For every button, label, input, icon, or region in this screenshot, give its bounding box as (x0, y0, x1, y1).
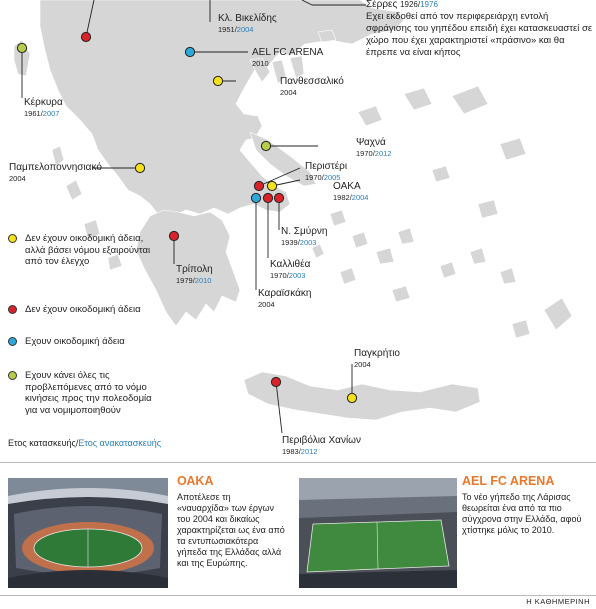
oaka-text: Αποτέλεσε τη «ναυαρχίδα» των έργων του 2004 και δικαίως χαρακτηρίζεται ως ένα από τα εντυπωσιακότερα γήπεδα της Ελλάδας αλλά και της Ευρώπης. (177, 492, 285, 568)
label-karaiskaki (258, 288, 311, 309)
stadium-year: 1983 (282, 447, 299, 456)
stadium-name: Καραϊσκάκη (258, 288, 312, 299)
divider-top (0, 462, 596, 463)
dot-psachna (261, 141, 270, 150)
stadium-name: Περιβόλια Χανίων (282, 435, 361, 446)
ael-text: Το νέο γήπεδο της Λάρισας θεωρείται ένα από τα πιο σύγχρονα στην Ελλάδα, αφού χτίστηκε μόλις το 2010. (462, 492, 582, 535)
stadium-name: Ψαχνά (356, 137, 386, 148)
dot-oaka (267, 181, 276, 190)
stadium-name: Πανθεσσαλικό (280, 76, 344, 87)
stadium-year: 2004 (280, 88, 297, 97)
stadium-name: Περιστέρι (305, 161, 348, 172)
label-perivolia: Περιβόλια Χανίων 1983/2012 (282, 435, 361, 456)
legend-item-green (8, 370, 158, 416)
stadium-rebuild-year: 2007 (42, 109, 60, 118)
dot-tripoli (169, 231, 178, 240)
label-pantessaliko (280, 76, 344, 97)
stadium-year: 1979 (176, 276, 193, 285)
legend-text: Εχουν κάνει όλες τις προβλεπόμενες από το νόμο κινήσεις προς την πολεοδομία για να νομιμοποιηθούν (25, 370, 152, 416)
legend-item-red (8, 304, 158, 316)
label-kallithea: Καλλιθέα 1970/2003 (270, 259, 311, 280)
stadium-rebuild-year: 2004 (351, 193, 369, 202)
stadium-rebuild-year: 2010 (194, 276, 212, 285)
years-legend (8, 438, 161, 448)
label-nsmyrni: Ν. Σμύρνη 1939/2003 (281, 226, 328, 247)
dot-kerkyra (17, 43, 26, 52)
stadium-name: Καλλιθέα (270, 259, 311, 270)
divider-bottom (0, 595, 596, 596)
label-kerkyra: Κέρκυρα 1961/2007 (24, 97, 63, 118)
stadium-year: 1970 (356, 149, 373, 158)
newspaper-credit: Η ΚΑΘΗΜΕΡΙΝΗ (526, 597, 590, 606)
stadium-name: Παμπελοποννησιακό (9, 162, 102, 173)
legend-item-yellow (8, 233, 158, 268)
years-rebuild-label: Ετος ανακατασκευής (78, 438, 162, 448)
label-peristeri: Περιστέρι 1970/2005 (305, 161, 348, 182)
stadium-rebuild-year: 2004 (236, 25, 254, 34)
dot-pampeloponnisiako (135, 163, 144, 172)
stadium-name: Τρίπολη (176, 264, 213, 275)
legend-item-blue (8, 336, 158, 348)
label-vikelidis: Κλ. Βικελίδης 1951/2004 (218, 13, 277, 34)
stadium-name: Παγκρήτιο (354, 348, 400, 359)
label-aelfc (252, 47, 323, 68)
years-build-label: Ετος κατασκευής/ (8, 438, 79, 448)
stadium-year: 2004 (354, 360, 371, 369)
dot-aelfc (185, 47, 194, 56)
dot-kallithea (263, 193, 272, 202)
stadium-rebuild-year: 2003 (299, 238, 317, 247)
legend-text: Δεν έχουν οικοδομική άδεια, αλλά βάσει νόμου εξαιρούνται από τον έλεγχο (25, 233, 151, 267)
label-tripoli: Τρίπολη 1979/2010 (176, 264, 213, 285)
label-oaka: ΟΑΚΑ 1982/2004 (333, 181, 369, 202)
ael-photo (299, 478, 457, 588)
oaka-photo (8, 478, 168, 588)
stadium-name: AEL FC ARENA (252, 47, 324, 58)
green-dot-icon (8, 371, 17, 380)
stadium-name: Κέρκυρα (24, 97, 63, 108)
oaka-title: ΟΑΚΑ (177, 474, 214, 488)
stadium-year: 1982 (333, 193, 350, 202)
stadium-year: 1951 (218, 25, 235, 34)
stadium-year: 1939 (281, 238, 298, 247)
serres-note-text: Εχει εκδοθεί από τον περιφερειάρχη εντολή σφράγισης του γηπέδου επειδή έχει κατασκευαστεί σε χώρο που έχει χαρακτηριστεί «πράσινο» και θα έπρεπε να είναι κήπος (366, 11, 593, 58)
stadium-rebuild-year: 2003 (288, 271, 306, 280)
serres-label: Σέρρες 1926/1976 (366, 0, 438, 10)
stadium-name: Σέρρες (366, 0, 398, 10)
stadium-name: Κλ. Βικελίδης (218, 13, 277, 24)
stadium-year: 1926 (400, 0, 418, 9)
stadium-year: 1970 (270, 271, 287, 280)
dot-karaiskaki (251, 193, 260, 202)
ael-title: AEL FC ARENA (462, 474, 555, 488)
stadium-year: 1970 (305, 173, 322, 182)
stadium-rebuild-year: 2005 (323, 173, 341, 182)
serres-note (366, 0, 594, 59)
red-dot-icon (8, 305, 17, 314)
stadium-name: ΟΑΚΑ (333, 181, 361, 192)
stadium-year: 2004 (9, 174, 26, 183)
label-psachna: Ψαχνά 1970/2012 (356, 137, 392, 158)
blue-dot-icon (8, 337, 17, 346)
stadium-rebuild-year: 2012 (374, 149, 392, 158)
stadium-rebuild-year: 2012 (300, 447, 318, 456)
label-pampeloponnisiako (9, 162, 102, 183)
stadium-name: Ν. Σμύρνη (281, 226, 328, 237)
stadium-year: 1961 (24, 109, 41, 118)
stadium-year: 2010 (252, 59, 269, 68)
stadium-rebuild-year: 1976 (420, 0, 438, 9)
dot-peristeri (254, 181, 263, 190)
stadium-year: 2004 (258, 300, 275, 309)
legend-text: Εχουν οικοδομική άδεια (25, 336, 125, 347)
dot-pagkritio (347, 393, 356, 402)
dot-nsmyrni (274, 193, 283, 202)
dot-perivolia (271, 377, 280, 386)
dot-pantessaliko (213, 76, 222, 85)
legend-text: Δεν έχουν οικοδομική άδεια (25, 304, 141, 315)
label-pagkritio (354, 348, 400, 369)
yellow-dot-icon (8, 234, 17, 243)
dot-vikelidis (81, 32, 90, 41)
